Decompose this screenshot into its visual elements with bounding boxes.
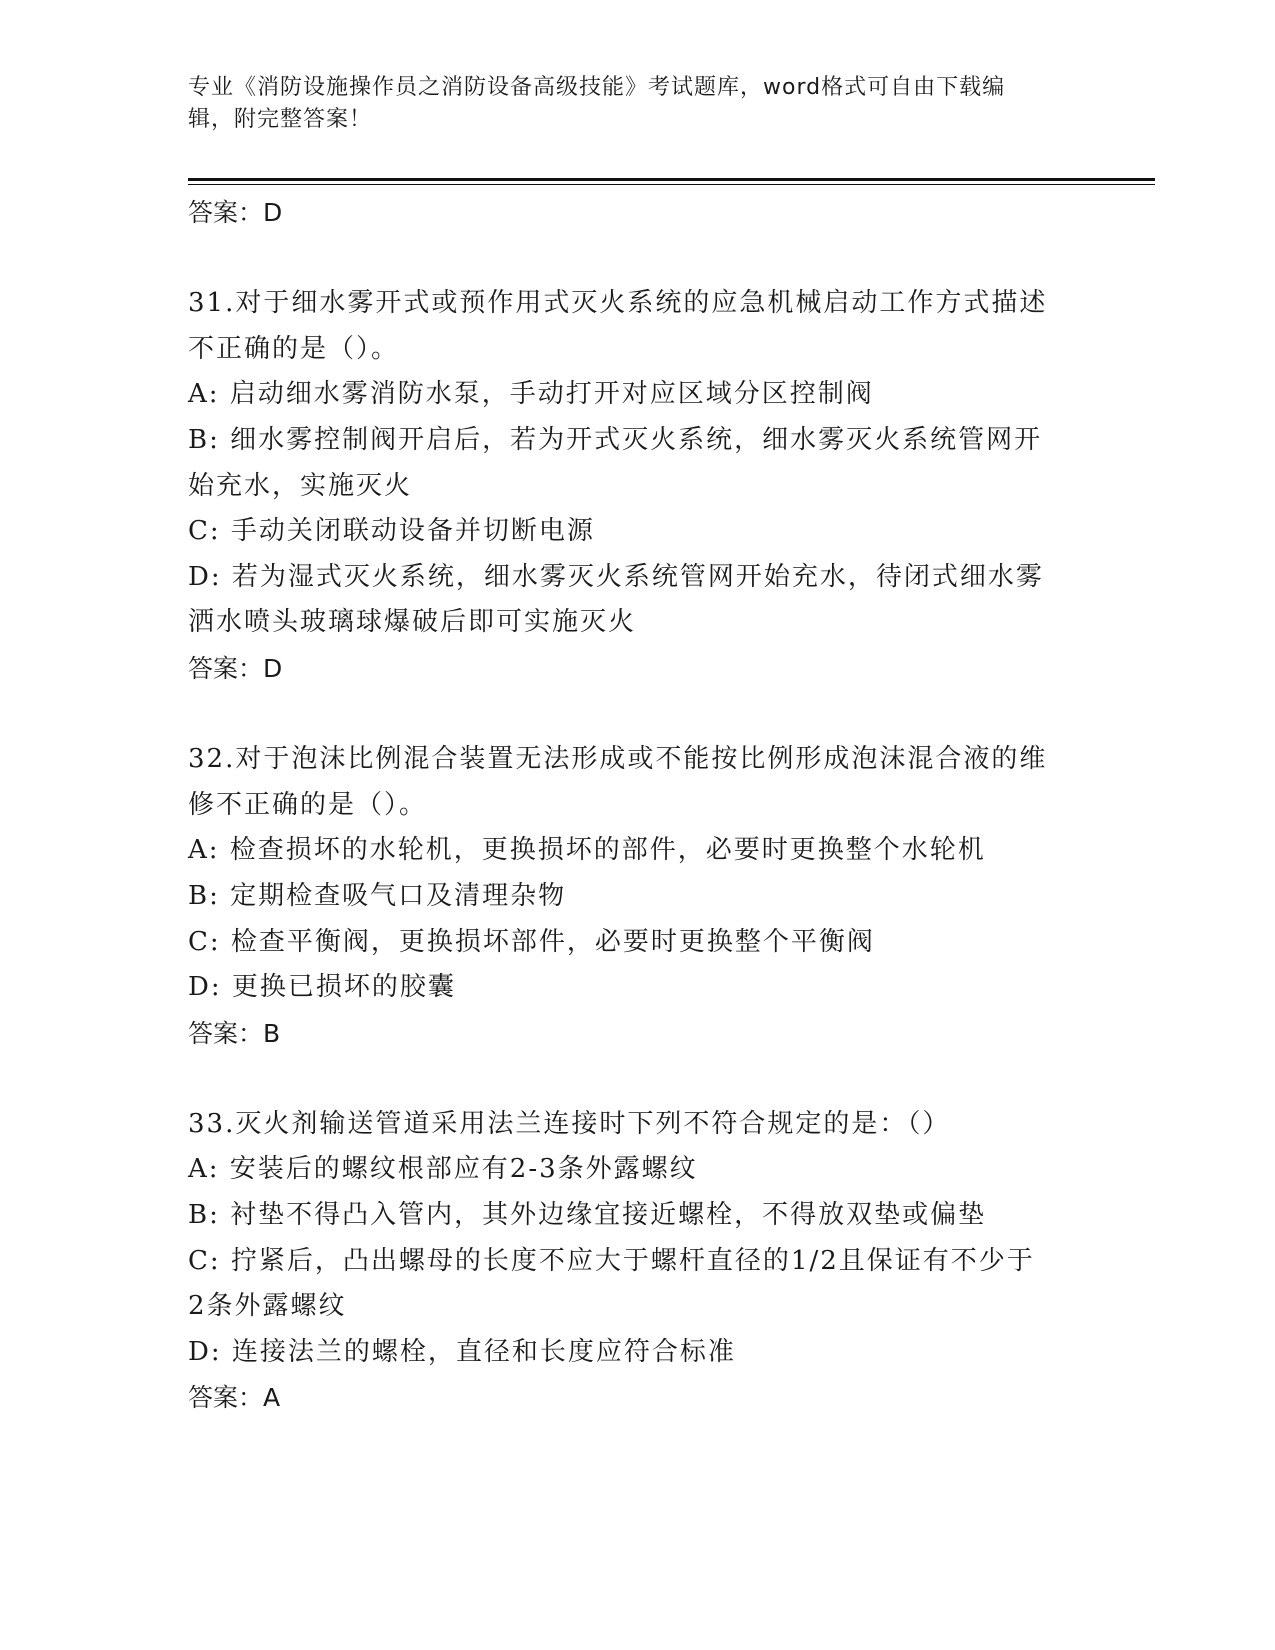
option-d: D: 更换已损坏的胶囊 [188, 972, 456, 1003]
option-c: C: 手动关闭联动设备并切断电源 [188, 516, 595, 547]
spacer [188, 692, 1088, 738]
question-stem: 33.灭火剂输送管道采用法兰连接时下列不符合规定的是：（） [188, 1108, 951, 1139]
page-header [188, 72, 1078, 136]
option-b: 始充水，实施灭火 [188, 470, 413, 501]
header-divider-thick [188, 178, 1155, 181]
option-d: D: 若为湿式灭火系统，细水雾灭火系统管网开始充水，待闭式细水雾 [188, 561, 1044, 592]
option-c: C: 检查平衡阀，更换损坏部件，必要时更换整个平衡阀 [188, 926, 875, 957]
question-block [188, 1102, 1088, 1421]
answer-line: 答案：D [188, 198, 283, 227]
option-a: A: 安装后的螺纹根部应有2-3条外露螺纹 [188, 1154, 698, 1185]
question-list [188, 190, 1088, 1421]
header-line-1: 专业《消防设施操作员之消防设备高级技能》考试题库，word格式可自由下载编 [188, 75, 1006, 100]
header-divider-thin [188, 184, 1155, 185]
option-d: 洒水喷头玻璃球爆破后即可实施灭火 [188, 607, 637, 638]
option-d: D: 连接法兰的螺栓，直径和长度应符合标准 [188, 1336, 736, 1367]
question-stem: 31.对于细水雾开式或预作用式灭火系统的应急机械启动工作方式描述 [188, 288, 1048, 319]
option-a: A: 检查损坏的水轮机，更换损坏的部件，必要时更换整个水轮机 [188, 835, 986, 866]
option-c: C: 拧紧后，凸出螺母的长度不应大于螺杆直径的1/2且保证有不少于 [188, 1245, 1035, 1276]
option-b: B: 细水雾控制阀开启后，若为开式灭火系统，细水雾灭火系统管网开 [188, 424, 1043, 455]
option-b: B: 衬垫不得凸入管内，其外边缘宜接近螺栓，不得放双垫或偏垫 [188, 1200, 987, 1231]
answer-line: 答案：A [188, 1383, 281, 1413]
option-b: B: 定期检查吸气口及清理杂物 [188, 880, 567, 911]
question-block [188, 737, 1088, 1056]
option-c: 2条外露螺纹 [188, 1291, 347, 1322]
spacer [188, 1056, 1088, 1102]
question-stem: 修不正确的是（）。 [188, 789, 428, 820]
answer-line: 答案：B [188, 1018, 281, 1048]
spacer [188, 236, 1088, 282]
question-stem: 不正确的是（）。 [188, 333, 400, 364]
header-line-2: 辑，附完整答案！ [188, 107, 373, 132]
question-block [188, 281, 1088, 691]
answer-line: 答案：D [188, 653, 283, 683]
question-stem: 32.对于泡沫比例混合装置无法形成或不能按比例形成泡沫混合液的维 [188, 744, 1048, 775]
option-a: A: 启动细水雾消防水泵，手动打开对应区域分区控制阀 [188, 379, 874, 410]
